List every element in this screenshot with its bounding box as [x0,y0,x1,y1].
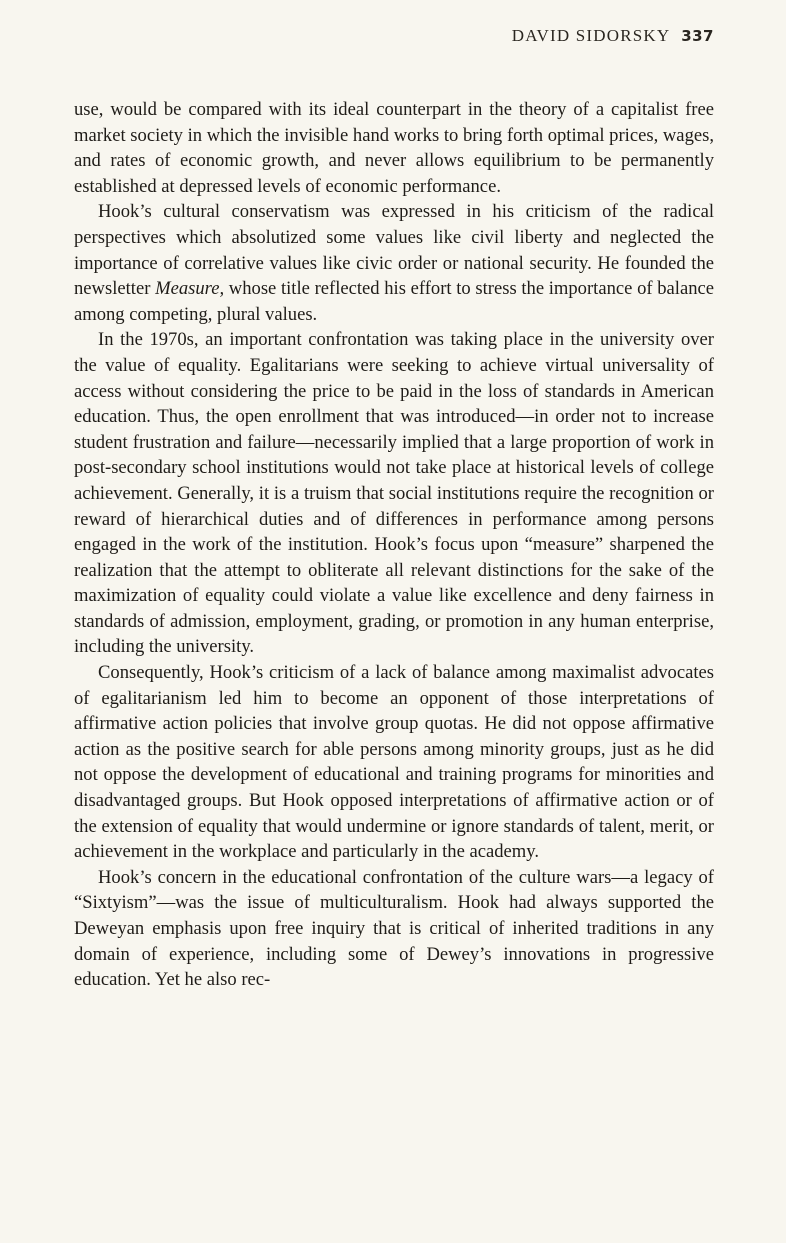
running-head-author: DAVID SIDORSKY [511,26,670,45]
italic-title: Measure, [155,278,225,300]
paragraph [74,865,714,993]
paragraph [74,199,714,327]
paragraph-text: Hook’s concern in the educational confrontation of the culture wars—a legacy of “Sixtyism”—was the issue of multiculturalism. Hook had always supported the Deweyan emphasis upon free inquiry that is critical of inherited traditions in any domain of experience, including some of Dewey’s innovations in progressive education. Yet he also rec- [74,866,714,991]
paragraph [74,97,714,199]
paragraph-text: whose title reflected his effort to stress the importance of balance among competing, plural values. [74,278,714,325]
running-head [512,26,714,46]
paragraph [74,660,714,865]
paragraph-text: In the 1970s, an important confrontation was taking place in the university over the value of equality. Egalitarians were seeking to achieve virtual universality of access without considering the price to be paid in the loss of standards in American education. Thus, the open enrollment that was introduced—in order not to increase student frustration and failure—necessarily implied that a large proportion of work in post-secondary school institutions would not take place at historical levels of college achievement. Generally, it is a truism that social institutions require the recognition or reward of hierarchical duties and of differences in performance among persons engaged in the work of the institution. Hook’s focus upon “measure” sharpened the realization that the attempt to obliterate all relevant distinctions for the sake of the maximization of equality could violate a value like excellence and deny fairness in standards of admission, employment, grading, or promotion in any human enterprise, including the university. [74,329,714,658]
page-number: 337 [681,27,714,45]
paragraph-text: use, would be compared with its ideal counterpart in the theory of a capitalist free market society in which the invisible hand works to bring forth optimal prices, wages, and rates of economic growth, and never allows equilibrium to be permanently established at depressed levels of economic performance. [74,99,714,197]
paragraph-text: Consequently, Hook’s criticism of a lack of balance among maximalist advocates of egalitarianism led him to become an opponent of those interpretations of affirmative action policies that involve group quotas. He did not oppose affirmative action as the positive search for able persons among minority groups, just as he did not oppose the development of educational and training programs for minorities and disadvantaged groups. But Hook opposed interpretations of affirmative action or of the extension of equality that would undermine or ignore standards of talent, merit, or achievement in the workplace and particularly in the academy. [74,662,714,863]
paragraph [74,327,714,660]
paragraph-text: Hook’s cultural conservatism was expressed in his criticism of the radical perspectives which absolutized some values like civil liberty and neglected the importance of correlative values like civic order or national security. He founded the newsletter [74,201,714,300]
body-text [74,97,714,993]
